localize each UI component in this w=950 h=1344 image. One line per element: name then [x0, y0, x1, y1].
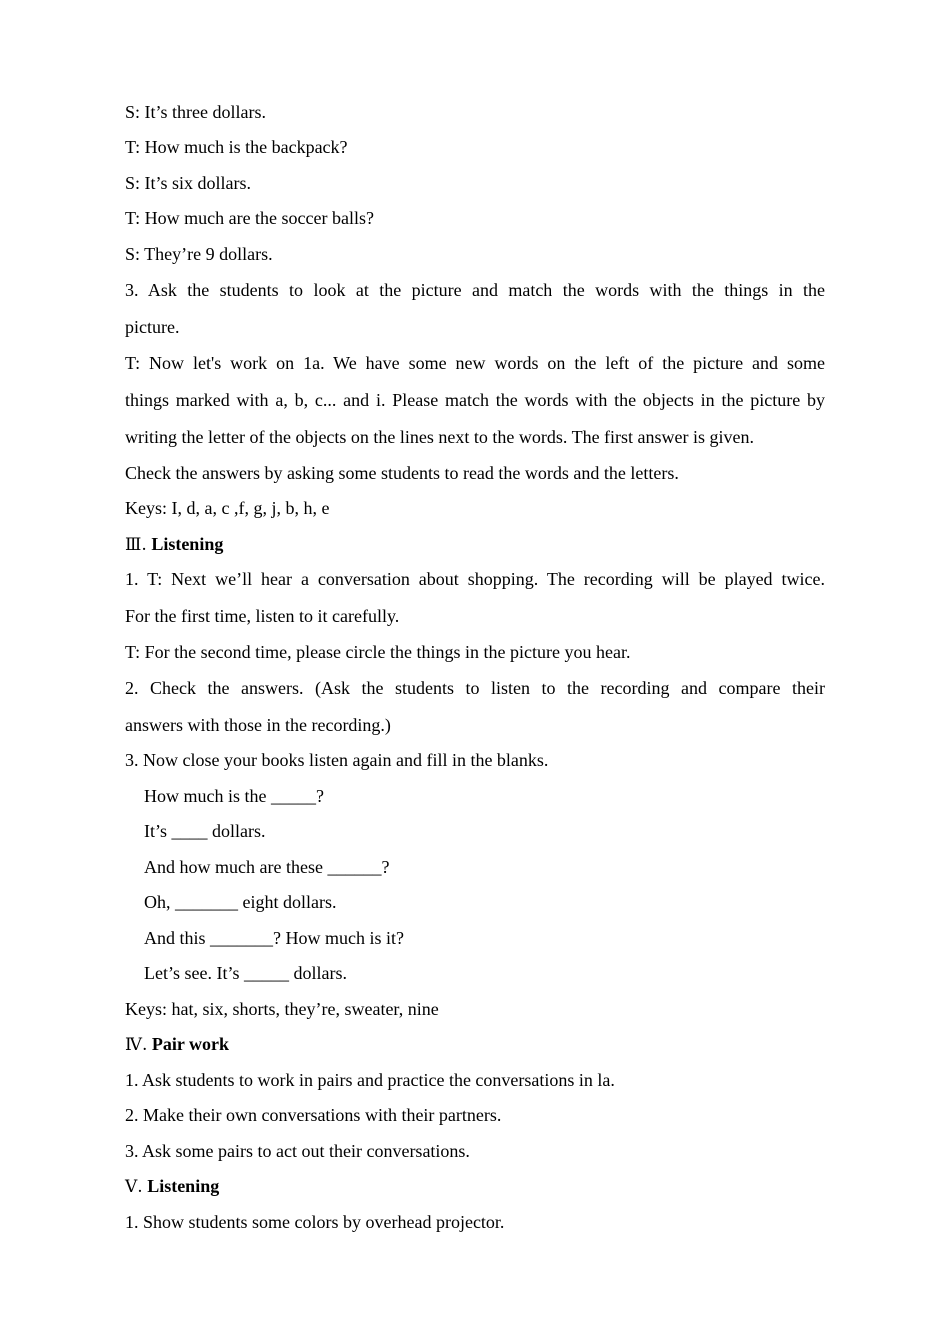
- dialogue-line: T: How much is the backpack?: [125, 137, 348, 157]
- blank-exercise-line: And this _______? How much is it?: [144, 928, 404, 948]
- section-numeral: Ⅳ.: [125, 1035, 148, 1055]
- dialogue-line: S: It’s six dollars.: [125, 173, 252, 193]
- section-heading-listening-2: [125, 1175, 825, 1198]
- section-numeral: Ⅲ.: [125, 535, 147, 555]
- paragraph-line: 2. Make their own conversations with their partners.: [125, 1105, 502, 1125]
- paragraph-line: 3. Ask the students to look at the picture and match the words with the things in the: [125, 280, 825, 300]
- paragraph-line: picture.: [125, 317, 180, 337]
- paragraph-line: 2. Check the answers. (Ask the students to listen to the recording and compare their: [125, 678, 825, 698]
- answer-keys: Keys: I, d, a, c ,f, g, j, b, h, e: [125, 498, 330, 518]
- paragraph-line: answers with those in the recording.): [125, 715, 391, 735]
- paragraph-line: things marked with a, b, c... and i. Please match the words with the objects in the picture by: [125, 390, 825, 410]
- answer-keys: Keys: hat, six, shorts, they’re, sweater, nine: [125, 999, 439, 1019]
- section-heading-listening: [125, 533, 825, 556]
- blank-exercise-line: Oh, _______ eight dollars.: [144, 892, 337, 912]
- blank-exercise-line: Let’s see. It’s _____ dollars.: [144, 963, 347, 983]
- section-heading-pair-work: [125, 1033, 825, 1056]
- paragraph-line: For the first time, listen to it carefully.: [125, 606, 400, 626]
- paragraph-line: 1. Ask students to work in pairs and practice the conversations in la.: [125, 1070, 615, 1090]
- dialogue-line: S: It’s three dollars.: [125, 102, 266, 122]
- section-title: Listening: [146, 534, 224, 554]
- section-title: Pair work: [147, 1034, 230, 1054]
- paragraph-line: 1. T: Next we’ll hear a conversation about shopping. The recording will be played twice.: [125, 569, 825, 589]
- paragraph-line: T: Now let's work on 1a. We have some new words on the left of the picture and some: [125, 353, 825, 373]
- blank-exercise-line: It’s ____ dollars.: [144, 821, 266, 841]
- paragraph-line: T: For the second time, please circle the things in the picture you hear.: [125, 642, 631, 662]
- paragraph-line: Check the answers by asking some students to read the words and the letters.: [125, 463, 679, 483]
- section-title: Listening: [142, 1176, 220, 1196]
- paragraph-line: 3. Now close your books listen again and fill in the blanks.: [125, 750, 549, 770]
- dialogue-line: T: How much are the soccer balls?: [125, 208, 375, 228]
- paragraph-line: 1. Show students some colors by overhead projector.: [125, 1212, 505, 1232]
- blank-exercise-line: And how much are these ______?: [144, 857, 390, 877]
- section-numeral: Ⅴ.: [125, 1177, 143, 1197]
- paragraph-line: 3. Ask some pairs to act out their conversations.: [125, 1141, 470, 1161]
- dialogue-line: S: They’re 9 dollars.: [125, 244, 273, 264]
- blank-exercise-line: How much is the _____?: [144, 786, 324, 806]
- paragraph-line: writing the letter of the objects on the lines next to the words. The first answer is given.: [125, 427, 755, 447]
